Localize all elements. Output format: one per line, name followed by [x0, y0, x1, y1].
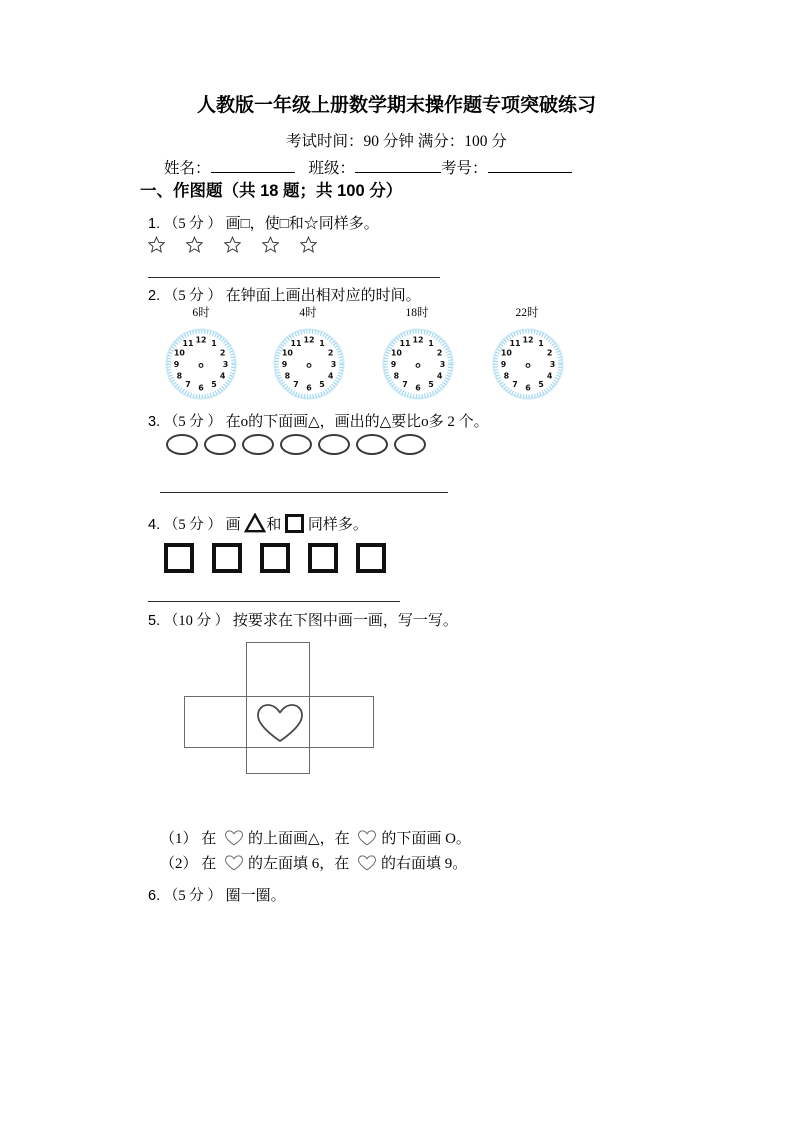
svg-text:5: 5	[428, 380, 434, 390]
question-3-number: 3.	[148, 414, 161, 430]
clock-face-3[interactable]	[382, 328, 454, 400]
svg-text:1: 1	[211, 339, 217, 348]
svg-text:10: 10	[281, 348, 293, 358]
exam-no-field[interactable]	[488, 159, 572, 173]
section-heading: 一、作图题（共 18 题；共 100 分）	[140, 182, 403, 200]
question-3-text	[148, 411, 489, 433]
svg-text:9: 9	[173, 359, 180, 369]
answer-rule-2	[160, 492, 448, 493]
question-3-score: （5 分 ）	[163, 414, 222, 430]
svg-text:1: 1	[538, 339, 544, 348]
subitem-2-label: （2）	[160, 856, 198, 872]
oval-shape	[280, 434, 312, 455]
question-4-number: 4.	[148, 517, 161, 533]
oval-shape	[166, 434, 198, 455]
exam-info-subtitle: 考试时间：90 分钟 满分：100 分	[286, 133, 507, 150]
question-5-text	[148, 610, 458, 632]
svg-text:11: 11	[509, 339, 521, 348]
svg-text:8: 8	[393, 371, 400, 381]
exam-no-label: 考号：	[441, 160, 488, 177]
svg-text:11: 11	[399, 339, 411, 348]
question-6-text	[148, 885, 286, 907]
heart-icon	[223, 829, 245, 853]
square-icon	[285, 514, 304, 533]
heart-icon	[223, 854, 245, 878]
heart-icon	[356, 829, 378, 853]
clock-label-1: 6时	[192, 307, 210, 319]
star-icon	[224, 236, 241, 253]
heart-icon	[356, 854, 378, 878]
svg-text:2: 2	[436, 348, 443, 358]
svg-text:1: 1	[319, 339, 325, 348]
question-4-body-middle: 和	[266, 517, 282, 533]
svg-text:7: 7	[512, 380, 518, 390]
svg-text:3: 3	[330, 359, 337, 369]
svg-text:5: 5	[319, 380, 325, 390]
question-1-star-row	[148, 236, 317, 253]
question-2-body: 在钟面上画出相对应的时间。	[225, 288, 421, 304]
svg-text:8: 8	[503, 371, 510, 381]
svg-text:6: 6	[415, 383, 421, 393]
svg-text:9: 9	[390, 359, 397, 369]
clock-figure-row	[0, 324, 793, 412]
question-6-score: （5 分 ）	[163, 888, 222, 904]
subitem-1-label: （1）	[160, 831, 198, 847]
square-shape	[356, 543, 386, 573]
question-5-number: 5.	[148, 613, 161, 629]
svg-text:6: 6	[525, 383, 531, 393]
question-3-oval-row	[166, 434, 426, 455]
question-1-text	[148, 213, 379, 235]
svg-text:9: 9	[500, 359, 507, 369]
clock-face-1[interactable]	[165, 328, 237, 400]
question-2-score: （5 分 ）	[163, 288, 222, 304]
star-icon	[262, 236, 279, 253]
oval-shape	[394, 434, 426, 455]
question-4-text	[148, 513, 368, 540]
svg-text:7: 7	[293, 380, 299, 390]
answer-rule-3	[148, 601, 400, 602]
svg-text:9: 9	[281, 359, 288, 369]
oval-shape	[242, 434, 274, 455]
question-2-number: 2.	[148, 288, 161, 304]
svg-text:6: 6	[306, 383, 312, 393]
svg-text:10: 10	[500, 348, 512, 358]
question-4-body-before: 画	[225, 517, 241, 533]
question-1-number: 1.	[148, 216, 161, 232]
svg-text:7: 7	[185, 380, 191, 390]
question-4-square-row	[164, 543, 386, 573]
question-1-score: （5 分 ）	[163, 216, 222, 232]
question-6-number: 6.	[148, 888, 161, 904]
name-field[interactable]	[211, 159, 295, 173]
svg-text:3: 3	[549, 359, 556, 369]
svg-text:12: 12	[303, 335, 315, 345]
svg-text:3: 3	[439, 359, 446, 369]
clock-face-2[interactable]	[273, 328, 345, 400]
oval-shape	[356, 434, 388, 455]
svg-text:4: 4	[546, 371, 553, 381]
subitem-1-part-c: 的下面画 O。	[381, 831, 471, 847]
oval-shape	[204, 434, 236, 455]
svg-text:1: 1	[428, 339, 434, 348]
svg-text:4: 4	[219, 371, 226, 381]
svg-text:10: 10	[390, 348, 402, 358]
star-icon	[300, 236, 317, 253]
clock-label-row	[0, 304, 793, 320]
svg-text:5: 5	[538, 380, 544, 390]
question-5-subitem-2	[160, 853, 467, 878]
question-5-subitem-1	[160, 828, 471, 853]
clock-label-3: 18时	[405, 307, 429, 319]
svg-text:5: 5	[211, 380, 217, 390]
class-label: 班级：	[308, 160, 356, 177]
subitem-2-part-c: 的右面填 9。	[381, 856, 468, 872]
question-3-body: 在o的下面画△，画出的△要比o多 2 个。	[225, 414, 489, 430]
svg-text:6: 6	[198, 383, 204, 393]
clock-label-4: 22时	[515, 307, 539, 319]
clock-label-2: 4时	[299, 307, 317, 319]
student-info-row	[164, 158, 644, 180]
svg-text:3: 3	[222, 359, 229, 369]
question-5-score: （10 分 ）	[163, 613, 230, 629]
star-icon	[186, 236, 203, 253]
question-1-body: 画□，使□和☆同样多。	[225, 216, 379, 232]
svg-text:11: 11	[182, 339, 194, 348]
square-shape	[212, 543, 242, 573]
svg-text:8: 8	[284, 371, 291, 381]
page-title: 人教版一年级上册数学期末操作题专项突破练习	[196, 95, 596, 116]
name-label: 姓名：	[164, 160, 211, 177]
svg-text:10: 10	[173, 348, 185, 358]
star-icon	[148, 236, 165, 253]
question-6-body: 圈一圈。	[225, 888, 286, 904]
svg-text:2: 2	[219, 348, 226, 358]
svg-text:4: 4	[436, 371, 443, 381]
square-shape	[308, 543, 338, 573]
question-4-score: （5 分 ）	[163, 517, 222, 533]
class-field[interactable]	[355, 159, 441, 173]
subitem-1-part-b: 的上面画△，在	[248, 831, 350, 847]
svg-text:11: 11	[290, 339, 302, 348]
answer-rule-1	[148, 277, 440, 278]
subitem-2-part-b: 的左面填 6，在	[248, 856, 350, 872]
question-5-cross-figure[interactable]	[178, 638, 388, 778]
svg-text:4: 4	[327, 371, 334, 381]
triangle-icon	[244, 513, 266, 540]
heart-icon	[252, 700, 308, 744]
svg-text:2: 2	[546, 348, 553, 358]
clock-face-4[interactable]	[492, 328, 564, 400]
svg-text:2: 2	[327, 348, 334, 358]
question-5-body: 按要求在下图中画一画，写一写。	[232, 613, 458, 629]
svg-text:12: 12	[195, 335, 207, 345]
square-shape	[260, 543, 290, 573]
subitem-2-part-a: 在	[201, 856, 217, 872]
square-shape	[164, 543, 194, 573]
svg-text:7: 7	[402, 380, 408, 390]
subitem-1-part-a: 在	[201, 831, 217, 847]
svg-text:12: 12	[522, 335, 534, 345]
svg-text:8: 8	[176, 371, 183, 381]
question-4-body-after: 同样多。	[307, 517, 368, 533]
oval-shape	[318, 434, 350, 455]
svg-text:12: 12	[412, 335, 424, 345]
